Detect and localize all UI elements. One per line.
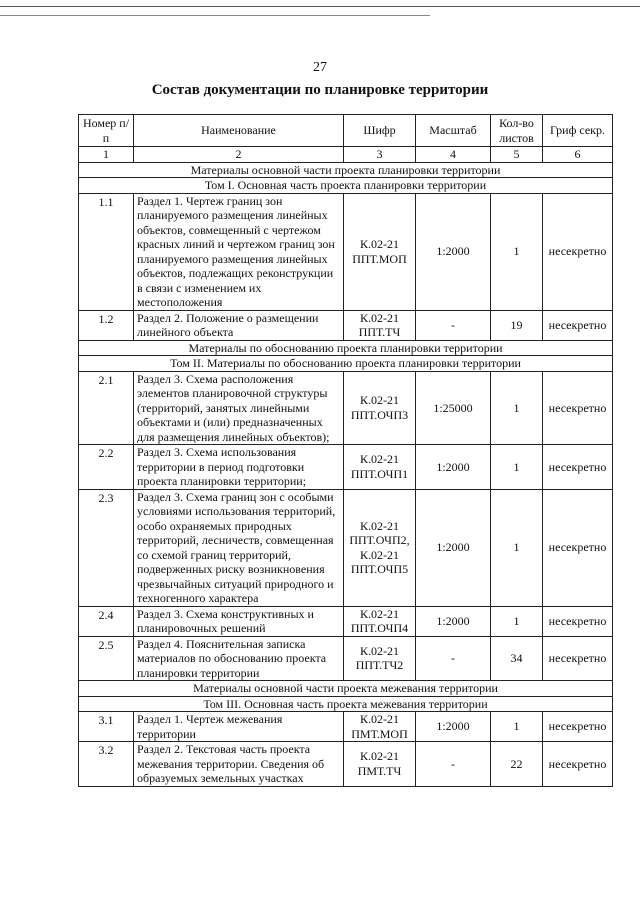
section-row	[79, 681, 613, 697]
table-row	[79, 371, 613, 445]
row-sheets: 1	[491, 193, 543, 310]
row-sheets: 1	[491, 489, 543, 606]
row-number: 2.1	[79, 371, 134, 445]
row-secrecy: несекретно	[543, 371, 613, 445]
volume-title: Том III. Основная часть проекта межевания территории	[79, 696, 613, 712]
table-row	[79, 606, 613, 636]
row-secrecy: несекретно	[543, 445, 613, 490]
section-title: Материалы по обоснованию проекта планировки территории	[79, 340, 613, 356]
row-name: Раздел 1. Чертеж межевания территории	[134, 712, 344, 742]
row-name: Раздел 3. Схема использования территории в период подготовки проекта планировки территории;	[134, 445, 344, 490]
col-number: 1	[79, 147, 134, 163]
table-row	[79, 193, 613, 310]
page-number: 27	[313, 60, 327, 75]
row-scale: 1:2000	[416, 606, 491, 636]
section-title: Материалы основной части проекта планировки территории	[79, 162, 613, 178]
col-number: 2	[134, 147, 344, 163]
volume-title: Том I. Основная часть проекта планировки территории	[79, 178, 613, 194]
header-code: Шифр	[344, 115, 416, 147]
row-secrecy: несекретно	[543, 310, 613, 340]
row-number: 2.5	[79, 636, 134, 681]
row-number: 2.2	[79, 445, 134, 490]
row-scale: 1:2000	[416, 193, 491, 310]
row-number: 3.1	[79, 712, 134, 742]
row-code: К.02-21 ППТ.ТЧ	[344, 310, 416, 340]
row-secrecy: несекретно	[543, 742, 613, 787]
volume-title: Том II. Материалы по обоснованию проекта планировки территории	[79, 356, 613, 372]
table-row	[79, 489, 613, 606]
row-code: К.02-21 ППТ.ОЧП2, К.02-21 ППТ.ОЧП5	[344, 489, 416, 606]
row-secrecy: несекретно	[543, 489, 613, 606]
document-title: Состав документации по планировке территории	[151, 82, 489, 98]
row-code: К.02-21 ППТ.МОП	[344, 193, 416, 310]
row-sheets: 1	[491, 371, 543, 445]
row-code: К.02-21 ПМТ.МОП	[344, 712, 416, 742]
row-scale: 1:2000	[416, 712, 491, 742]
row-code: К.02-21 ППТ.ТЧ2	[344, 636, 416, 681]
section-row	[79, 356, 613, 372]
documentation-table	[78, 114, 613, 787]
col-number: 3	[344, 147, 416, 163]
row-secrecy: несекретно	[543, 606, 613, 636]
row-name: Раздел 3. Схема границ зон с особыми условиями использования территорий, особо охраняемых природных территорий, лесничеств, совмещенная со схемой границ территорий, подверженных риску возникновения чрезвычайных ситуаций природного и техногенного характера	[134, 489, 344, 606]
table-row	[79, 636, 613, 681]
section-title: Материалы основной части проекта межевания территории	[79, 681, 613, 697]
row-number: 1.2	[79, 310, 134, 340]
row-scale: 1:2000	[416, 489, 491, 606]
col-number: 6	[543, 147, 613, 163]
row-name: Раздел 3. Схема конструктивных и планировочных решений	[134, 606, 344, 636]
header-secrecy: Гриф секр.	[543, 115, 613, 147]
row-secrecy: несекретно	[543, 636, 613, 681]
table-row	[79, 445, 613, 490]
section-row	[79, 178, 613, 194]
row-sheets: 34	[491, 636, 543, 681]
section-row	[79, 340, 613, 356]
header-name: Наименование	[134, 115, 344, 147]
row-scale: -	[416, 310, 491, 340]
header-sheets: Кол-во листов	[491, 115, 543, 147]
row-sheets: 1	[491, 606, 543, 636]
row-scale: -	[416, 636, 491, 681]
row-scale: -	[416, 742, 491, 787]
row-code: К.02-21 ПМТ.ТЧ	[344, 742, 416, 787]
table-row	[79, 310, 613, 340]
row-sheets: 1	[491, 712, 543, 742]
row-number: 1.1	[79, 193, 134, 310]
row-sheets: 22	[491, 742, 543, 787]
header-number: Номер п/п	[79, 115, 134, 147]
row-scale: 1:2000	[416, 445, 491, 490]
section-row	[79, 696, 613, 712]
row-number: 3.2	[79, 742, 134, 787]
row-scale: 1:25000	[416, 371, 491, 445]
row-number: 2.3	[79, 489, 134, 606]
row-name: Раздел 4. Пояснительная записка материалов по обоснованию проекта планировки территории	[134, 636, 344, 681]
row-name: Раздел 2. Положение о размещении линейного объекта	[134, 310, 344, 340]
row-code: К.02-21 ППТ.ОЧП1	[344, 445, 416, 490]
row-sheets: 19	[491, 310, 543, 340]
row-name: Раздел 2. Текстовая часть проекта межевания территории. Сведения об образуемых земельных участках	[134, 742, 344, 787]
column-number-row	[79, 147, 613, 163]
col-number: 5	[491, 147, 543, 163]
row-secrecy: несекретно	[543, 193, 613, 310]
row-sheets: 1	[491, 445, 543, 490]
row-code: К.02-21 ППТ.ОЧП3	[344, 371, 416, 445]
row-name: Раздел 3. Схема расположения элементов планировочной структуры (территорий, занятых линейными объектами и (или) предназначенных для размещения линейных объектов);	[134, 371, 344, 445]
section-row	[79, 162, 613, 178]
header-rule-top	[0, 6, 640, 7]
header-scale: Масштаб	[416, 115, 491, 147]
table-row	[79, 712, 613, 742]
header-rule-bottom	[0, 15, 430, 16]
row-number: 2.4	[79, 606, 134, 636]
col-number: 4	[416, 147, 491, 163]
row-code: К.02-21 ППТ.ОЧП4	[344, 606, 416, 636]
table-header-row	[79, 115, 613, 147]
row-name: Раздел 1. Чертеж границ зон планируемого размещения линейных объектов, совмещенный с чертежом красных линий и чертежом границ зон планируемого размещения линейных объектов, подлежащих реконструкции в связи с изменением их местоположения	[134, 193, 344, 310]
row-secrecy: несекретно	[543, 712, 613, 742]
table-row	[79, 742, 613, 787]
